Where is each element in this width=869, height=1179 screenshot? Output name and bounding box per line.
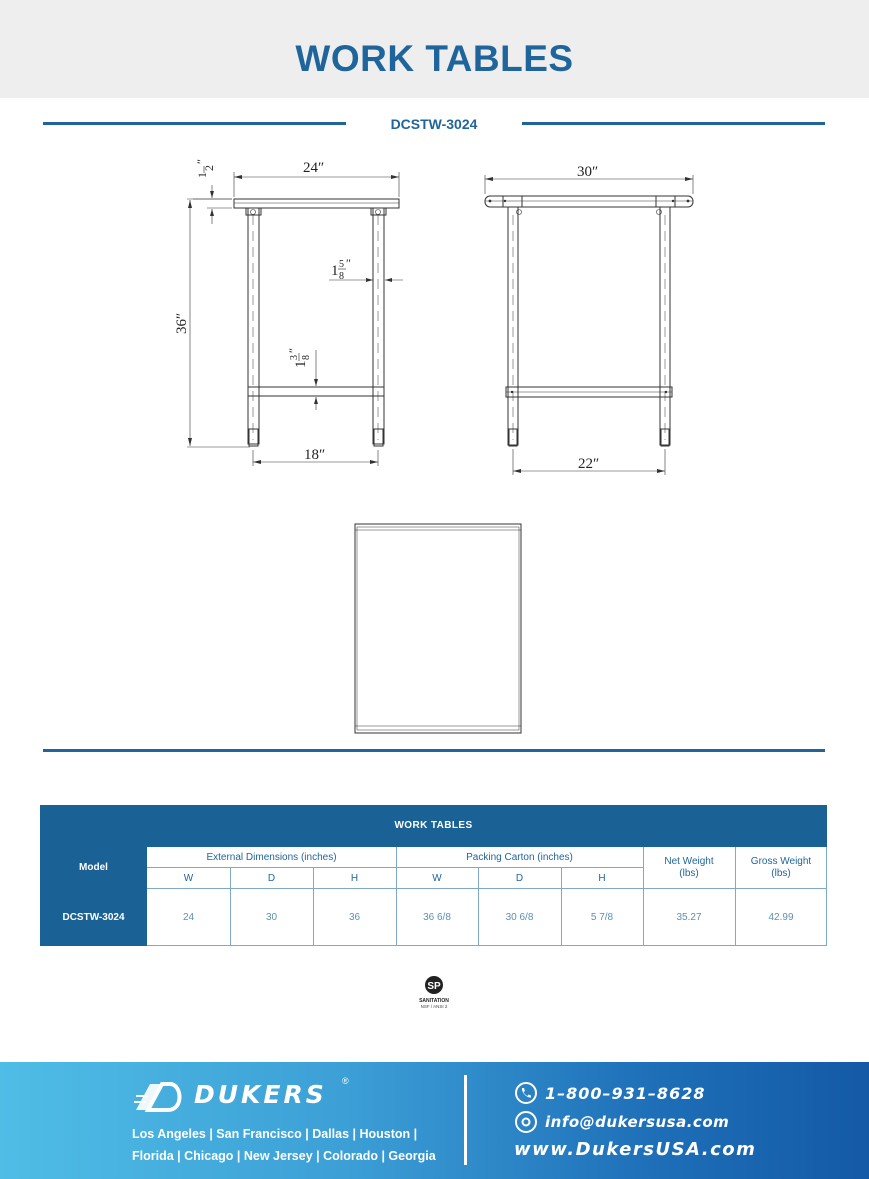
- registered-mark: ®: [342, 1076, 349, 1086]
- table-divider: [396, 847, 397, 946]
- table-divider: [826, 847, 827, 946]
- spec-table: [40, 805, 827, 946]
- ext-w-value: 24: [182, 911, 195, 923]
- table-divider: [230, 868, 231, 946]
- footer-divider: [464, 1075, 467, 1165]
- side-height-label: 36″: [174, 312, 190, 334]
- svg-text:NSF / ANSI 2: NSF / ANSI 2: [420, 1004, 448, 1009]
- net-weight-value: 35.27: [676, 911, 702, 923]
- svg-text:2: 2: [202, 165, 216, 171]
- svg-text:8: 8: [301, 355, 312, 360]
- ext-d-value: 30: [265, 911, 278, 923]
- model-value: DCSTW-3024: [40, 888, 147, 946]
- model-heading: DCSTW-3024: [390, 116, 478, 132]
- dukers-logo: [132, 1074, 362, 1120]
- external-dimensions-header: External Dimensions (inches): [206, 852, 337, 863]
- section-rule: [43, 749, 825, 752]
- leg-inset-label: [331, 256, 351, 282]
- table-divider: [561, 868, 562, 946]
- front-top-width-label: 30″: [577, 164, 599, 180]
- svg-text:5: 5: [339, 259, 344, 270]
- table-title: WORK TABLES: [40, 805, 827, 847]
- svg-text:″: ″: [286, 348, 300, 353]
- packing-carton-header: Packing Carton (inches): [466, 852, 573, 863]
- gross-weight-value: 42.99: [768, 911, 794, 923]
- svg-text:″: ″: [194, 159, 208, 164]
- ext-d-header: D: [267, 872, 276, 884]
- gross-weight-header: Gross Weight (lbs): [750, 855, 812, 879]
- ext-w-header: W: [183, 872, 194, 884]
- svg-text:″: ″: [346, 256, 351, 270]
- pack-d-value: 30 6/8: [505, 911, 534, 923]
- table-divider: [643, 847, 644, 946]
- pack-w-value: 36 6/8: [423, 911, 451, 923]
- top-view-drawing: [355, 524, 521, 733]
- pack-h-value: 5 7/8: [590, 911, 614, 923]
- pack-h-header: H: [598, 872, 606, 884]
- table-divider: [313, 868, 314, 946]
- shelf-height-label: [286, 348, 312, 368]
- table-divider: [147, 867, 643, 868]
- svg-text:1: 1: [195, 172, 209, 178]
- side-view-drawing: [187, 172, 403, 466]
- cities-line-1: Los Angeles | San Francisco | Dallas | Houston |: [132, 1127, 418, 1141]
- ext-h-header: H: [350, 872, 359, 884]
- svg-text:SANITATION: SANITATION: [419, 998, 449, 1004]
- table-divider: [147, 888, 827, 889]
- model-header: Model: [40, 847, 147, 888]
- cities-line-2: Florida | Chicago | New Jersey | Colorado | Georgia: [132, 1149, 436, 1163]
- ext-h-value: 36: [348, 911, 361, 923]
- svg-text:1: 1: [331, 263, 339, 279]
- dukers-mark-icon: [132, 1074, 188, 1120]
- side-base-width-label: 18″: [304, 447, 326, 463]
- website-link[interactable]: www.DukersUSA.com: [514, 1139, 757, 1160]
- page-title: WORK TABLES: [295, 38, 574, 79]
- csa-sanitation-logo: [414, 974, 454, 1014]
- table-divider: [147, 945, 827, 946]
- svg-text:8: 8: [339, 271, 344, 282]
- phone-number[interactable]: 1–800–931–8628: [545, 1084, 706, 1103]
- front-base-width-label: 22″: [578, 456, 600, 472]
- svg-text:SP: SP: [427, 981, 441, 992]
- brand-name: DUKERS: [194, 1080, 327, 1109]
- email-address[interactable]: info@dukersusa.com: [545, 1113, 730, 1131]
- svg-text:3: 3: [289, 355, 300, 360]
- pack-w-header: W: [432, 872, 442, 884]
- table-divider: [735, 847, 736, 946]
- front-view-drawing: [485, 175, 693, 475]
- svg-text:1: 1: [293, 360, 309, 368]
- table-divider: [478, 868, 479, 946]
- pack-d-header: D: [515, 872, 524, 884]
- side-top-width-label: 24″: [303, 160, 325, 176]
- phone-icon: [514, 1081, 538, 1105]
- net-weight-header: Net Weight (lbs): [664, 855, 714, 879]
- email-icon: [514, 1110, 538, 1134]
- top-thickness-label: [194, 159, 216, 178]
